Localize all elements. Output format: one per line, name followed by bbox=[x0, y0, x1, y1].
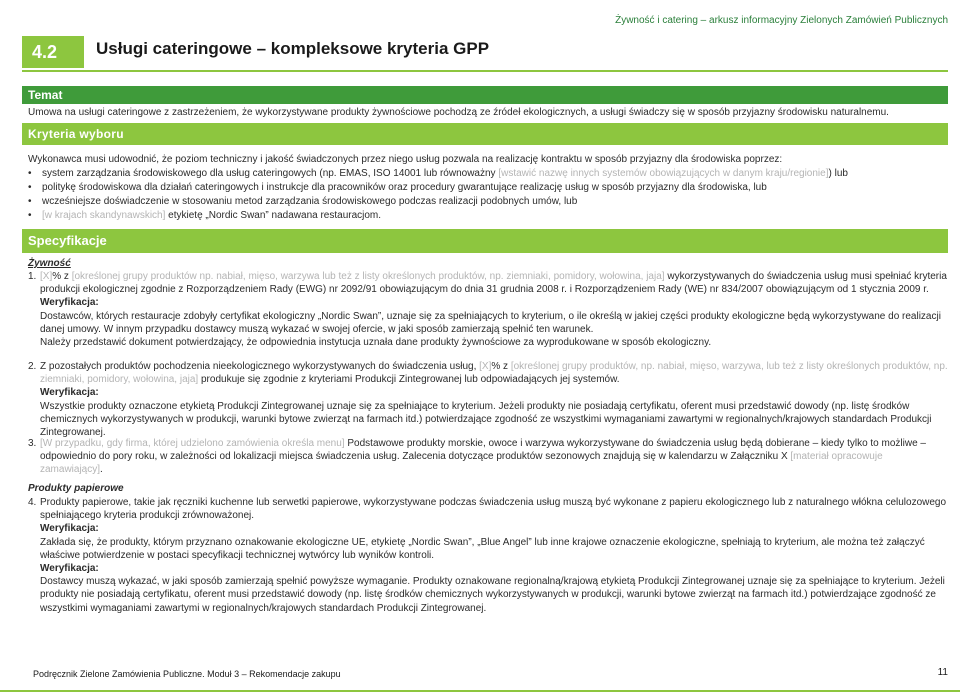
section-title: Usługi cateringowe – kompleksowe kryteria GPP bbox=[96, 39, 490, 58]
list-item: • politykę środowiskowa dla działań cateringowych i instrukcje dla pracowników oraz procedury gwarantujące realizację usług w sposób przyjazny dla środowiska, lub bbox=[28, 182, 767, 193]
page-number: 11 bbox=[937, 667, 948, 678]
papier-label: Produkty papierowe bbox=[28, 483, 124, 494]
specyfikacje-heading: Specyfikacje bbox=[22, 229, 948, 253]
footer-rule bbox=[0, 690, 960, 692]
list-item: • [w krajach skandynawskich] etykietę „Nordic Swan” nadawana restauracjom. bbox=[28, 210, 382, 221]
section-number: 4.2 bbox=[22, 36, 84, 68]
weryfikacja-text: Zakłada się, że produkty, którym przyznano oznakowanie ekologiczne UE, etykietę „Nordic Swan”, „Blue Angel” lub inne krajowe oznaczenie ekologiczne, spełniają to kryterium, ale można też załączyć właściwe potwierdzenie w postaci specyfikacji technicznej wytwórcy lub wyników kontroli. bbox=[40, 536, 925, 561]
temat-text: Umowa na usługi cateringowe z zastrzeżeniem, że wykorzystywane produkty żywnościowe pochodzą ze źródeł ekologicznych, a usługi świadczy się w sposób przyjazny środowisku naturalnemu. bbox=[28, 107, 889, 118]
weryfikacja-text: Dostawcy muszą wykazać, w jaki sposób zamierzają spełnić powyższe wymaganie. Produkty oznakowane regionalną/krajową etykietą Produkcji Zintegrowanej uznaje się za spełniające to kryterium. Jeżeli produkty nie posiadają certyfikatu, oferent musi przedstawić dowody (np. listę środków chemicznych wykorzystywanych w produkcji, warunki bytowe zwierząt na farmach itd.) potwierdzające zgodność ze wszystkimi wymaganiami zawartymi w regionalnych/krajowych standardach Produkcji Zintegrowanej. bbox=[40, 576, 945, 614]
list-item: • system zarządzania środowiskowego dla usług cateringowych (np. EMAS, ISO 14001 lub równoważny [wstawić nazwę innych systemów obowiązujących w danym kraju/regionie]) lub bbox=[28, 168, 848, 179]
weryfikacja-label: Weryfikacja: bbox=[40, 523, 99, 535]
weryfikacja-text: Należy przedstawić dokument potwierdzający, że odpowiednia instytucja uznała dane produkty żywnościowe za wyprodukowane w sposób ekologiczny. bbox=[40, 337, 712, 349]
weryfikacja-label: Weryfikacja: bbox=[40, 297, 99, 309]
weryfikacja-label: Weryfikacja: bbox=[40, 387, 99, 399]
section-rule bbox=[22, 70, 948, 72]
weryfikacja-text: Wszystkie produkty oznaczone etykietą Produkcji Zintegrowanej uznaje się za spełniające to kryterium. Jeżeli produkty nie posiadają certyfikatu, oferent musi przedstawić dowody (np. listę środków chemicznych wykorzystywanych w produkcji, warunki bytowe zwierząt na farmach itd.) potwierdzające zgodność ze wszystkimi wymaganiami zawartymi w regionalnych/krajowych standardach Produkcji Zintegrowanej. bbox=[40, 400, 932, 439]
kryteria-intro: Wykonawca musi udowodnić, że poziom techniczny i jakość świadczonych przez niego usług pozwala na realizację kontraktu w sposób przyjazny dla środowiska poprzez: bbox=[28, 154, 783, 165]
list-item: • wcześniejsze doświadczenie w stosowaniu metod zarządzania środowiskowego podczas realizacji podobnych umów, lub bbox=[28, 196, 578, 207]
kryteria-heading: Kryteria wyboru bbox=[22, 123, 948, 145]
zywnosc-label: Żywność bbox=[28, 258, 71, 269]
temat-heading: Temat bbox=[22, 86, 948, 104]
bullet-icon: • bbox=[28, 168, 32, 179]
running-title: Żywność i catering – arkusz informacyjny Zielonych Zamówień Publicznych bbox=[615, 15, 948, 26]
footer-text: Podręcznik Zielone Zamówienia Publiczne. Moduł 3 – Rekomendacje zakupu bbox=[33, 669, 341, 679]
weryfikacja-label: Weryfikacja: bbox=[40, 563, 99, 575]
bullet-icon: • bbox=[28, 182, 32, 193]
bullet-icon: • bbox=[28, 196, 32, 207]
weryfikacja-text: Dostawców, których restauracje zdobyły certyfikat ekologiczny „Nordic Swan”, uznaje się za spełniających to kryterium, o ile określą w jakiej części produkty ekologiczne będą wykorzystywane do realizacji danej umowy. W innym przypadku dostawcy muszą wykazać w swojej ofercie, w jaki sposób zamierzają spełnić ten warunek. bbox=[40, 310, 941, 335]
bullet-icon: • bbox=[28, 210, 32, 221]
